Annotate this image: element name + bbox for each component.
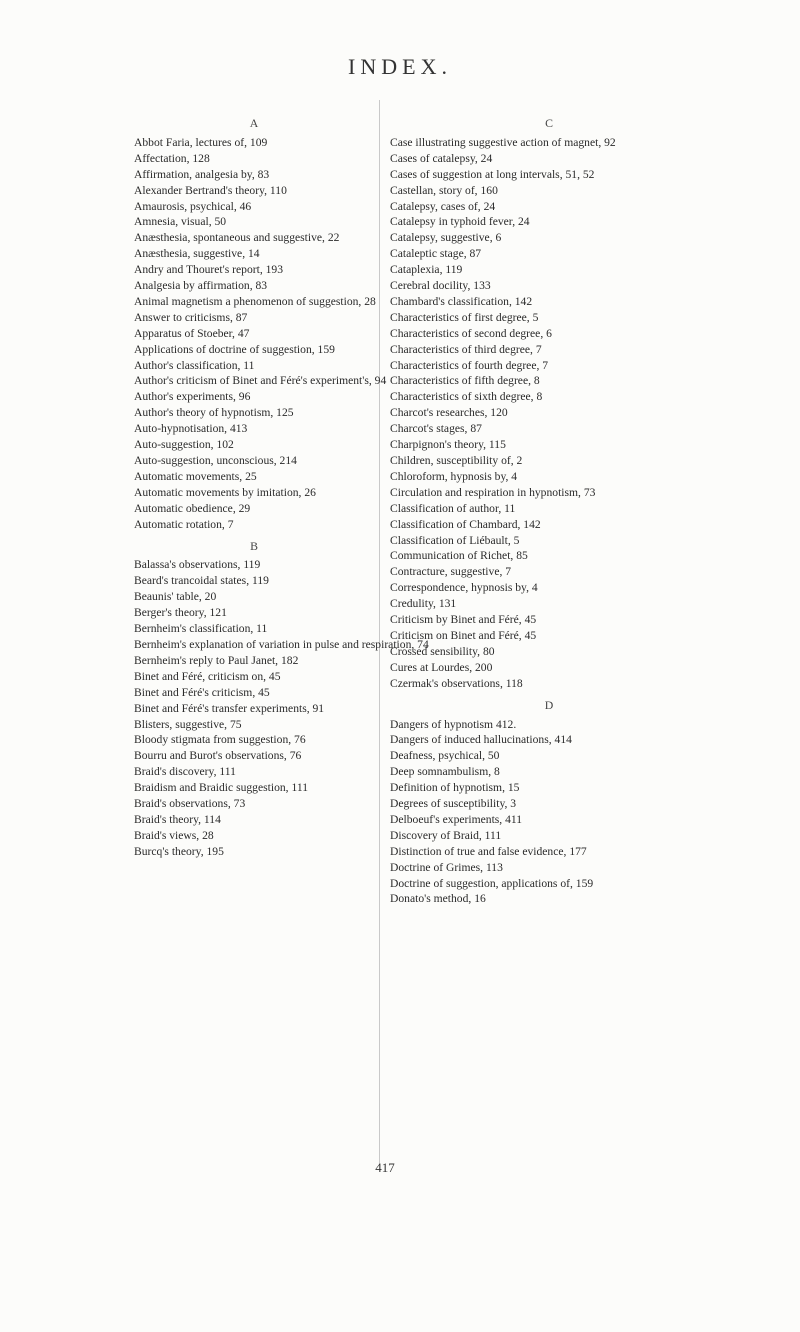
index-entry: Deep somnambulism, 8 [390, 765, 500, 779]
index-entry: Children, susceptibility of, 2 [390, 454, 523, 468]
index-entry: Dangers of hypnotism 412. [390, 717, 517, 731]
section-letter: B [250, 538, 258, 553]
index-entry: Apparatus of Stoeber, 47 [134, 326, 250, 340]
index-entry: Bloody stigmata from suggestion, 76 [134, 733, 306, 747]
index-entry: Bourru and Burot's observations, 76 [134, 749, 302, 763]
index-entry: Bernheim's classification, 11 [134, 622, 268, 636]
index-entry: Discovery of Braid, 111 [390, 828, 502, 842]
index-entry: Dangers of induced hallucinations, 414 [390, 733, 572, 747]
index-entry: Cases of suggestion at long intervals, 51, 52 [390, 167, 595, 181]
index-entry: Automatic rotation, 7 [134, 517, 234, 531]
index-entry: Charcot's researches, 120 [390, 406, 508, 420]
index-entry: Alexander Bertrand's theory, 110 [134, 183, 287, 197]
index-entry: Catalepsy, suggestive, 6 [390, 231, 502, 245]
index-entry: Blisters, suggestive, 75 [134, 717, 242, 731]
index-entry: Characteristics of fifth degree, 8 [390, 374, 540, 388]
index-entry: Author's criticism of Binet and Féré's experiment's, 94 [134, 374, 387, 388]
index-entry: Amnesia, visual, 50 [134, 215, 227, 229]
index-entry: Author's classification, 11 [134, 358, 255, 372]
index-entry: Characteristics of sixth degree, 8 [390, 390, 543, 404]
section-letter: D [544, 697, 554, 712]
index-entry: Classification of Chambard, 142 [390, 517, 541, 531]
index-entry: Definition of hypnotism, 15 [390, 781, 520, 795]
index-entry: Andry and Thouret's report, 193 [134, 263, 284, 277]
index-column-right [390, 116, 708, 907]
index-entry: Braid's discovery, 111 [134, 765, 236, 779]
index-entry: Automatic obedience, 29 [134, 501, 251, 515]
index-entry: Automatic movements, 25 [134, 469, 257, 483]
index-entry: Communication of Richet, 85 [390, 549, 528, 563]
index-entry: Case illustrating suggestive action of magnet, 92 [390, 135, 616, 149]
index-entry: Amaurosis, psychical, 46 [134, 199, 252, 213]
index-entry: Crossed sensibility, 80 [390, 644, 495, 658]
index-entry: Characteristics of fourth degree, 7 [390, 358, 549, 372]
index-entry: Braid's observations, 73 [134, 797, 246, 811]
index-entry: Auto-suggestion, unconscious, 214 [134, 454, 297, 468]
index-entry: Braid's theory, 114 [134, 812, 221, 826]
index-entry: Doctrine of suggestion, applications of, 159 [390, 876, 594, 890]
index-entry: Author's experiments, 96 [134, 390, 251, 404]
index-entry: Catalepsy, cases of, 24 [390, 199, 496, 213]
index-entry: Contracture, suggestive, 7 [390, 565, 512, 579]
index-entry: Braid's views, 28 [134, 828, 214, 842]
index-entry: Binet and Féré, criticism on, 45 [134, 669, 281, 683]
index-entry: Characteristics of second degree, 6 [390, 326, 552, 340]
page-title: INDEX. [348, 54, 452, 79]
index-entry: Auto-hypnotisation, 413 [134, 422, 248, 436]
index-entry: Cataleptic stage, 87 [390, 247, 482, 261]
index-entry: Cases of catalepsy, 24 [390, 151, 493, 165]
index-entry: Applications of doctrine of suggestion, 159 [134, 342, 335, 356]
index-entry: Catalepsy in typhoid fever, 24 [390, 215, 530, 229]
index-entry: Criticism by Binet and Féré, 45 [390, 613, 537, 627]
index-entry: Distinction of true and false evidence, 177 [390, 844, 587, 858]
index-entry: Beard's trancoidal states, 119 [134, 574, 269, 588]
index-entry: Deafness, psychical, 50 [390, 749, 500, 763]
index-entry: Berger's theory, 121 [134, 606, 227, 620]
index-entry: Charcot's stages, 87 [390, 422, 482, 436]
index-entry: Doctrine of Grimes, 113 [390, 860, 503, 874]
index-entry: Answer to criticisms, 87 [134, 310, 248, 324]
index-entry: Credulity, 131 [390, 597, 457, 611]
index-entry: Binet and Féré's criticism, 45 [134, 685, 270, 699]
index-entry: Cures at Lourdes, 200 [390, 660, 493, 674]
index-entry: Criticism on Binet and Féré, 45 [390, 628, 537, 642]
index-entry: Affirmation, analgesia by, 83 [134, 167, 270, 181]
section-letter: A [249, 116, 259, 130]
index-entry: Delboeuf's experiments, 411 [390, 812, 523, 826]
index-entry: Braidism and Braidic suggestion, 111 [134, 781, 308, 795]
index-entry: Chambard's classification, 142 [390, 294, 533, 308]
index-entry: Analgesia by affirmation, 83 [134, 279, 268, 293]
index-entry: Circulation and respiration in hypnotism, 73 [390, 485, 596, 499]
index-entry: Classification of author, 11 [390, 501, 516, 515]
index-entry: Abbot Faria, lectures of, 109 [134, 135, 268, 149]
index-entry: Characteristics of third degree, 7 [390, 342, 542, 356]
index-entry: Classification of Liébault, 5 [390, 533, 520, 547]
index-entry: Cerebral docility, 133 [390, 279, 491, 293]
index-entry: Charpignon's theory, 115 [390, 438, 506, 452]
index-entry: Balassa's observations, 119 [134, 558, 261, 572]
index-entry: Czermak's observations, 118 [390, 676, 523, 690]
section-letter: C [545, 116, 553, 130]
index-entry: Bernheim's explanation of variation in pulse and respiration, 74 [134, 637, 429, 651]
index-entry: Donato's method, 16 [390, 892, 486, 906]
index-entry: Binet and Féré's transfer experiments, 91 [134, 701, 325, 715]
index-entry: Characteristics of first degree, 5 [390, 310, 539, 324]
index-entry: Author's theory of hypnotism, 125 [134, 406, 294, 420]
index-entry: Burcq's theory, 195 [134, 844, 224, 858]
index-entry: Degrees of susceptibility, 3 [390, 797, 517, 811]
index-entry: Anæsthesia, suggestive, 14 [134, 247, 260, 261]
index-entry: Cataplexia, 119 [390, 263, 463, 277]
index-entry: Animal magnetism a phenomenon of suggestion, 28 [134, 294, 376, 308]
index-entry: Chloroform, hypnosis by, 4 [390, 469, 518, 483]
index-entry: Bernheim's reply to Paul Janet, 182 [134, 653, 299, 667]
index-entry: Correspondence, hypnosis by, 4 [390, 581, 538, 595]
index-entry: Castellan, story of, 160 [390, 183, 498, 197]
index-entry: Auto-suggestion, 102 [134, 438, 234, 452]
index-entry: Automatic movements by imitation, 26 [134, 485, 316, 499]
index-entry: Beaunis' table, 20 [134, 590, 217, 604]
index-entry: Affectation, 128 [134, 151, 210, 165]
page-number: 417 [375, 1160, 395, 1175]
index-entry: Anæsthesia, spontaneous and suggestive, 22 [134, 231, 340, 245]
